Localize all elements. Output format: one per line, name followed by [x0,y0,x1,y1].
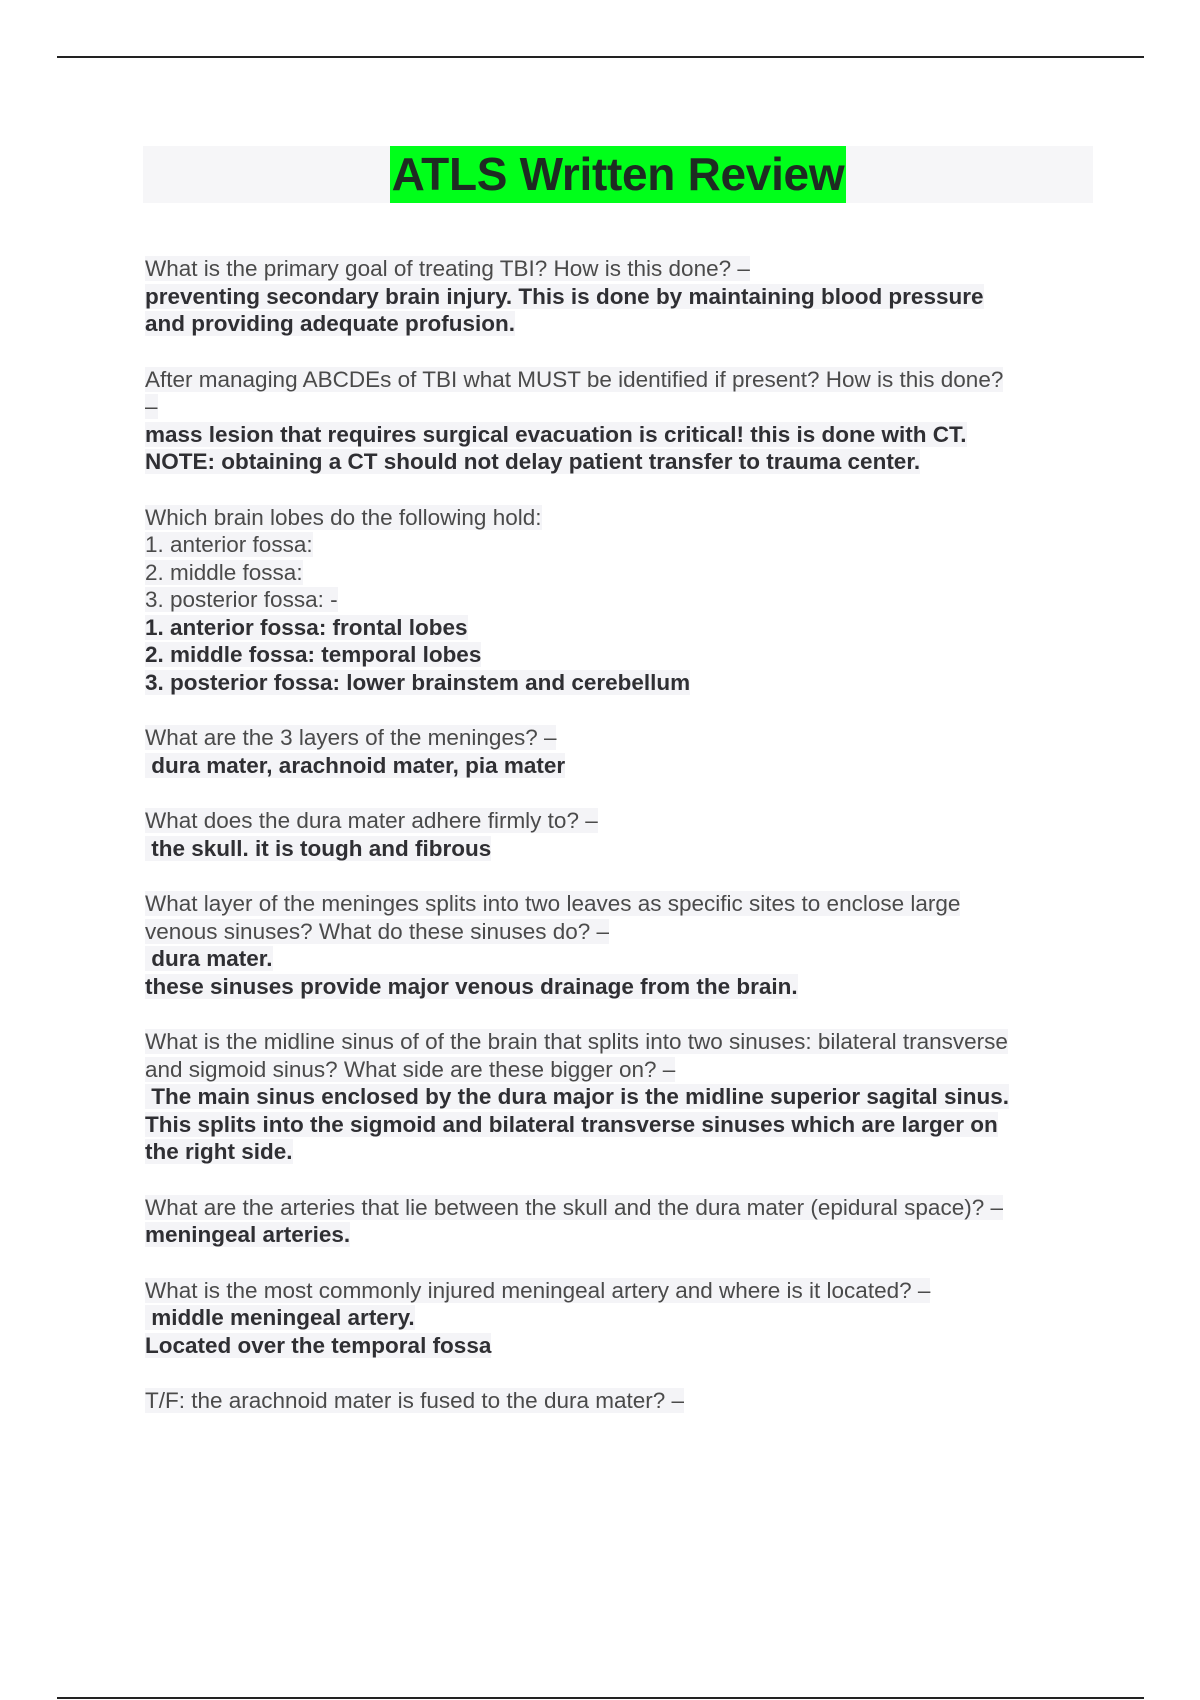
question-text: What layer of the meninges splits into two leaves as specific sites to enclose large [145,891,961,916]
qa-item [145,1194,1085,1249]
qa-item [145,255,1085,338]
question-line [145,366,1085,394]
question-line [145,1056,1085,1084]
question-line [145,393,1085,421]
question-text: – [145,394,158,419]
answer-line [145,614,1085,642]
question-text: After managing ABCDEs of TBI what MUST be identified if present? How is this done? [145,366,1004,392]
answer-line [145,448,1085,476]
question-text: What is the primary goal of treating TBI? How is this done? – [145,256,750,281]
question-line [145,586,1085,614]
answer-text: the skull. it is tough and fibrous [145,835,492,861]
qa-item [145,1028,1085,1166]
question-line [145,807,1085,835]
question-line [145,890,1085,918]
qa-item [145,504,1085,697]
answer-line [145,1111,1085,1139]
question-text: What are the 3 layers of the meninges? – [145,725,557,750]
answer-line [145,835,1085,863]
answer-line [145,641,1085,669]
question-line [145,504,1085,532]
answer-text: Located over the temporal fossa [145,1332,492,1358]
answer-text: 3. posterior fossa: lower brainstem and cerebellum [145,669,691,695]
qa-item [145,807,1085,862]
question-text: T/F: the arachnoid mater is fused to the dura mater? – [145,1388,685,1413]
question-line [145,724,1085,752]
qa-item [145,1277,1085,1360]
answer-text: meningeal arteries. [145,1222,351,1247]
question-line [145,559,1085,587]
question-line [145,1194,1085,1222]
title-band [143,146,1093,203]
question-text: What is the most commonly injured meningeal artery and where is it located? – [145,1277,931,1303]
top-rule [57,56,1144,58]
question-text: venous sinuses? What do these sinuses do? – [145,918,610,944]
question-text: 3. posterior fossa: - [145,587,338,612]
question-line [145,918,1085,946]
answer-line [145,752,1085,780]
document-title: ATLS Written Review [390,146,847,203]
answer-line [145,310,1085,338]
question-text: Which brain lobes do the following hold: [145,504,542,530]
answer-line [145,1083,1085,1111]
answer-line [145,669,1085,697]
answer-text: dura mater. [145,946,273,971]
answer-text: dura mater, arachnoid mater, pia mater [145,752,566,778]
answer-line [145,1221,1085,1249]
answer-text: preventing secondary brain injury. This is done by maintaining blood pressure [145,283,984,309]
answer-line [145,973,1085,1001]
qa-list [145,255,1085,1443]
question-text: What does the dura mater adhere firmly to? – [145,808,598,833]
answer-text: The main sinus enclosed by the dura major is the midline superior sagital sinus. [145,1084,1009,1109]
question-text: What are the arteries that lie between the skull and the dura mater (epidural space)? – [145,1194,1003,1220]
answer-text: mass lesion that requires surgical evacuation is critical! this is done with CT. [145,421,967,447]
qa-item [145,724,1085,779]
answer-line [145,421,1085,449]
answer-text: NOTE: obtaining a CT should not delay patient transfer to trauma center. [145,449,921,474]
qa-item [145,1387,1085,1415]
answer-text: these sinuses provide major venous drainage from the brain. [145,973,798,999]
qa-item [145,890,1085,1000]
question-line [145,1387,1085,1415]
question-text: and sigmoid sinus? What side are these bigger on? – [145,1056,676,1082]
answer-line [145,1332,1085,1360]
question-line [145,1028,1085,1056]
question-text: What is the midline sinus of of the brain that splits into two sinuses: bilateral transverse [145,1029,1008,1054]
answer-text: 1. anterior fossa: frontal lobes [145,614,468,640]
answer-text: 2. middle fossa: temporal lobes [145,642,482,667]
answer-line [145,945,1085,973]
question-line [145,1277,1085,1305]
question-line [145,531,1085,559]
answer-text: This splits into the sigmoid and bilateral transverse sinuses which are larger on [145,1111,998,1137]
question-text: 2. middle fossa: [145,559,303,585]
bottom-rule [57,1697,1144,1699]
answer-text: middle meningeal artery. [145,1305,415,1330]
answer-text: and providing adequate profusion. [145,311,516,336]
qa-item [145,366,1085,476]
answer-line [145,1138,1085,1166]
answer-text: the right side. [145,1139,293,1164]
question-line [145,255,1085,283]
answer-line [145,283,1085,311]
question-text: 1. anterior fossa: [145,532,313,557]
answer-line [145,1304,1085,1332]
